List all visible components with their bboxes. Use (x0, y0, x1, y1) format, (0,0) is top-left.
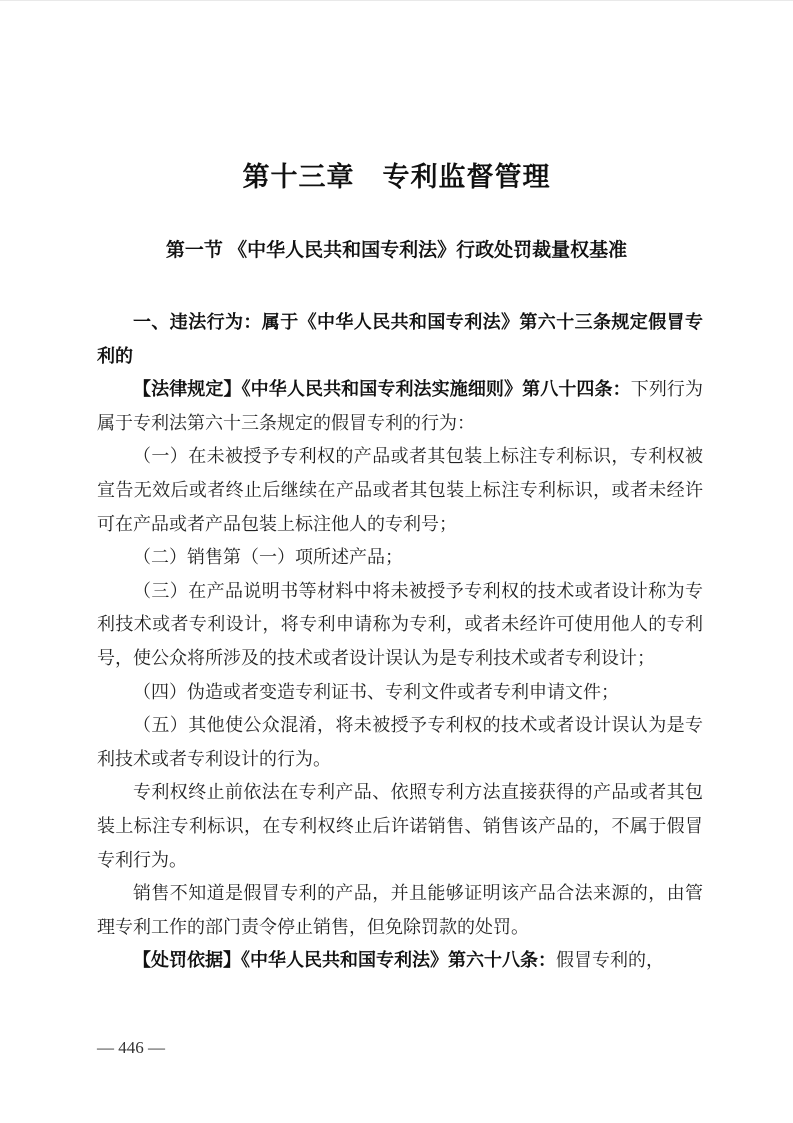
paragraph-regular-run: （一）在未被授予专利权的产品或者其包装上标注专利标识，专利权被宣告无效后或者终止后继续在产品或者其包装上标注专利标识，或者未经许可在产品或者产品包装上标注他人的专利号； (97, 446, 703, 534)
paragraph-regular-run: （三）在产品说明书等材料中将未被授予专利权的技术或者设计称为专利技术或者专利设计，将专利申请称为专利，或者未经许可使用他人的专利号，使公众将所涉及的技术或者设计误认为是专利技术或者专利设计； (97, 580, 703, 668)
paragraph-bold-run: 【处罚依据】《中华人民共和国专利法》第六十八条： (133, 950, 556, 971)
paragraph-regular-run: （四）伪造或者变造专利证书、专利文件或者专利申请文件； (133, 681, 619, 702)
page-number: — 446 — (97, 1038, 165, 1057)
paragraph-item-1 (97, 440, 703, 541)
paragraph-penalty-basis (97, 944, 703, 978)
paragraph-violation-heading (97, 306, 703, 373)
section-title: 第一节 《中华人民共和国专利法》行政处罚裁量权基准 (165, 240, 628, 261)
paragraph-regular-run: （五）其他使公众混淆，将未被授予专利权的技术或者设计误认为是专利技术或者专利设计的行为。 (97, 715, 703, 769)
paragraph-regular-run: 假冒专利的， (556, 950, 664, 971)
paragraph-item-3 (97, 575, 703, 676)
document-body (97, 306, 703, 978)
paragraph-exception-termination (97, 776, 703, 877)
paragraph-legal-basis (97, 373, 703, 440)
paragraph-bold-run: 【法律规定】《中华人民共和国专利法实施细则》第八十四条： (133, 379, 631, 400)
paragraph-exception-seller (97, 877, 703, 944)
chapter-title: 第十三章 专利监督管理 (242, 162, 551, 192)
paragraph-regular-run: 专利权终止前依法在专利产品、依照专利方法直接获得的产品或者其包装上标注专利标识，在专利权终止后许诺销售、销售该产品的，不属于假冒专利行为。 (97, 782, 703, 870)
paragraph-regular-run: 销售不知道是假冒专利的产品，并且能够证明该产品合法来源的，由管理专利工作的部门责令停止销售，但免除罚款的处罚。 (97, 883, 703, 937)
paragraph-item-4 (97, 676, 703, 710)
paragraph-regular-run: （二）销售第（一）项所述产品； (133, 547, 403, 568)
paragraph-item-5 (97, 709, 703, 776)
paragraph-regular-run: 下列行为属于专利法第六十三条规定的假冒专利的行为： (97, 379, 704, 433)
paragraph-bold-run: 一、违法行为：属于《中华人民共和国专利法》第六十三条规定假冒专利的 (97, 312, 703, 366)
paragraph-item-2 (97, 541, 703, 575)
